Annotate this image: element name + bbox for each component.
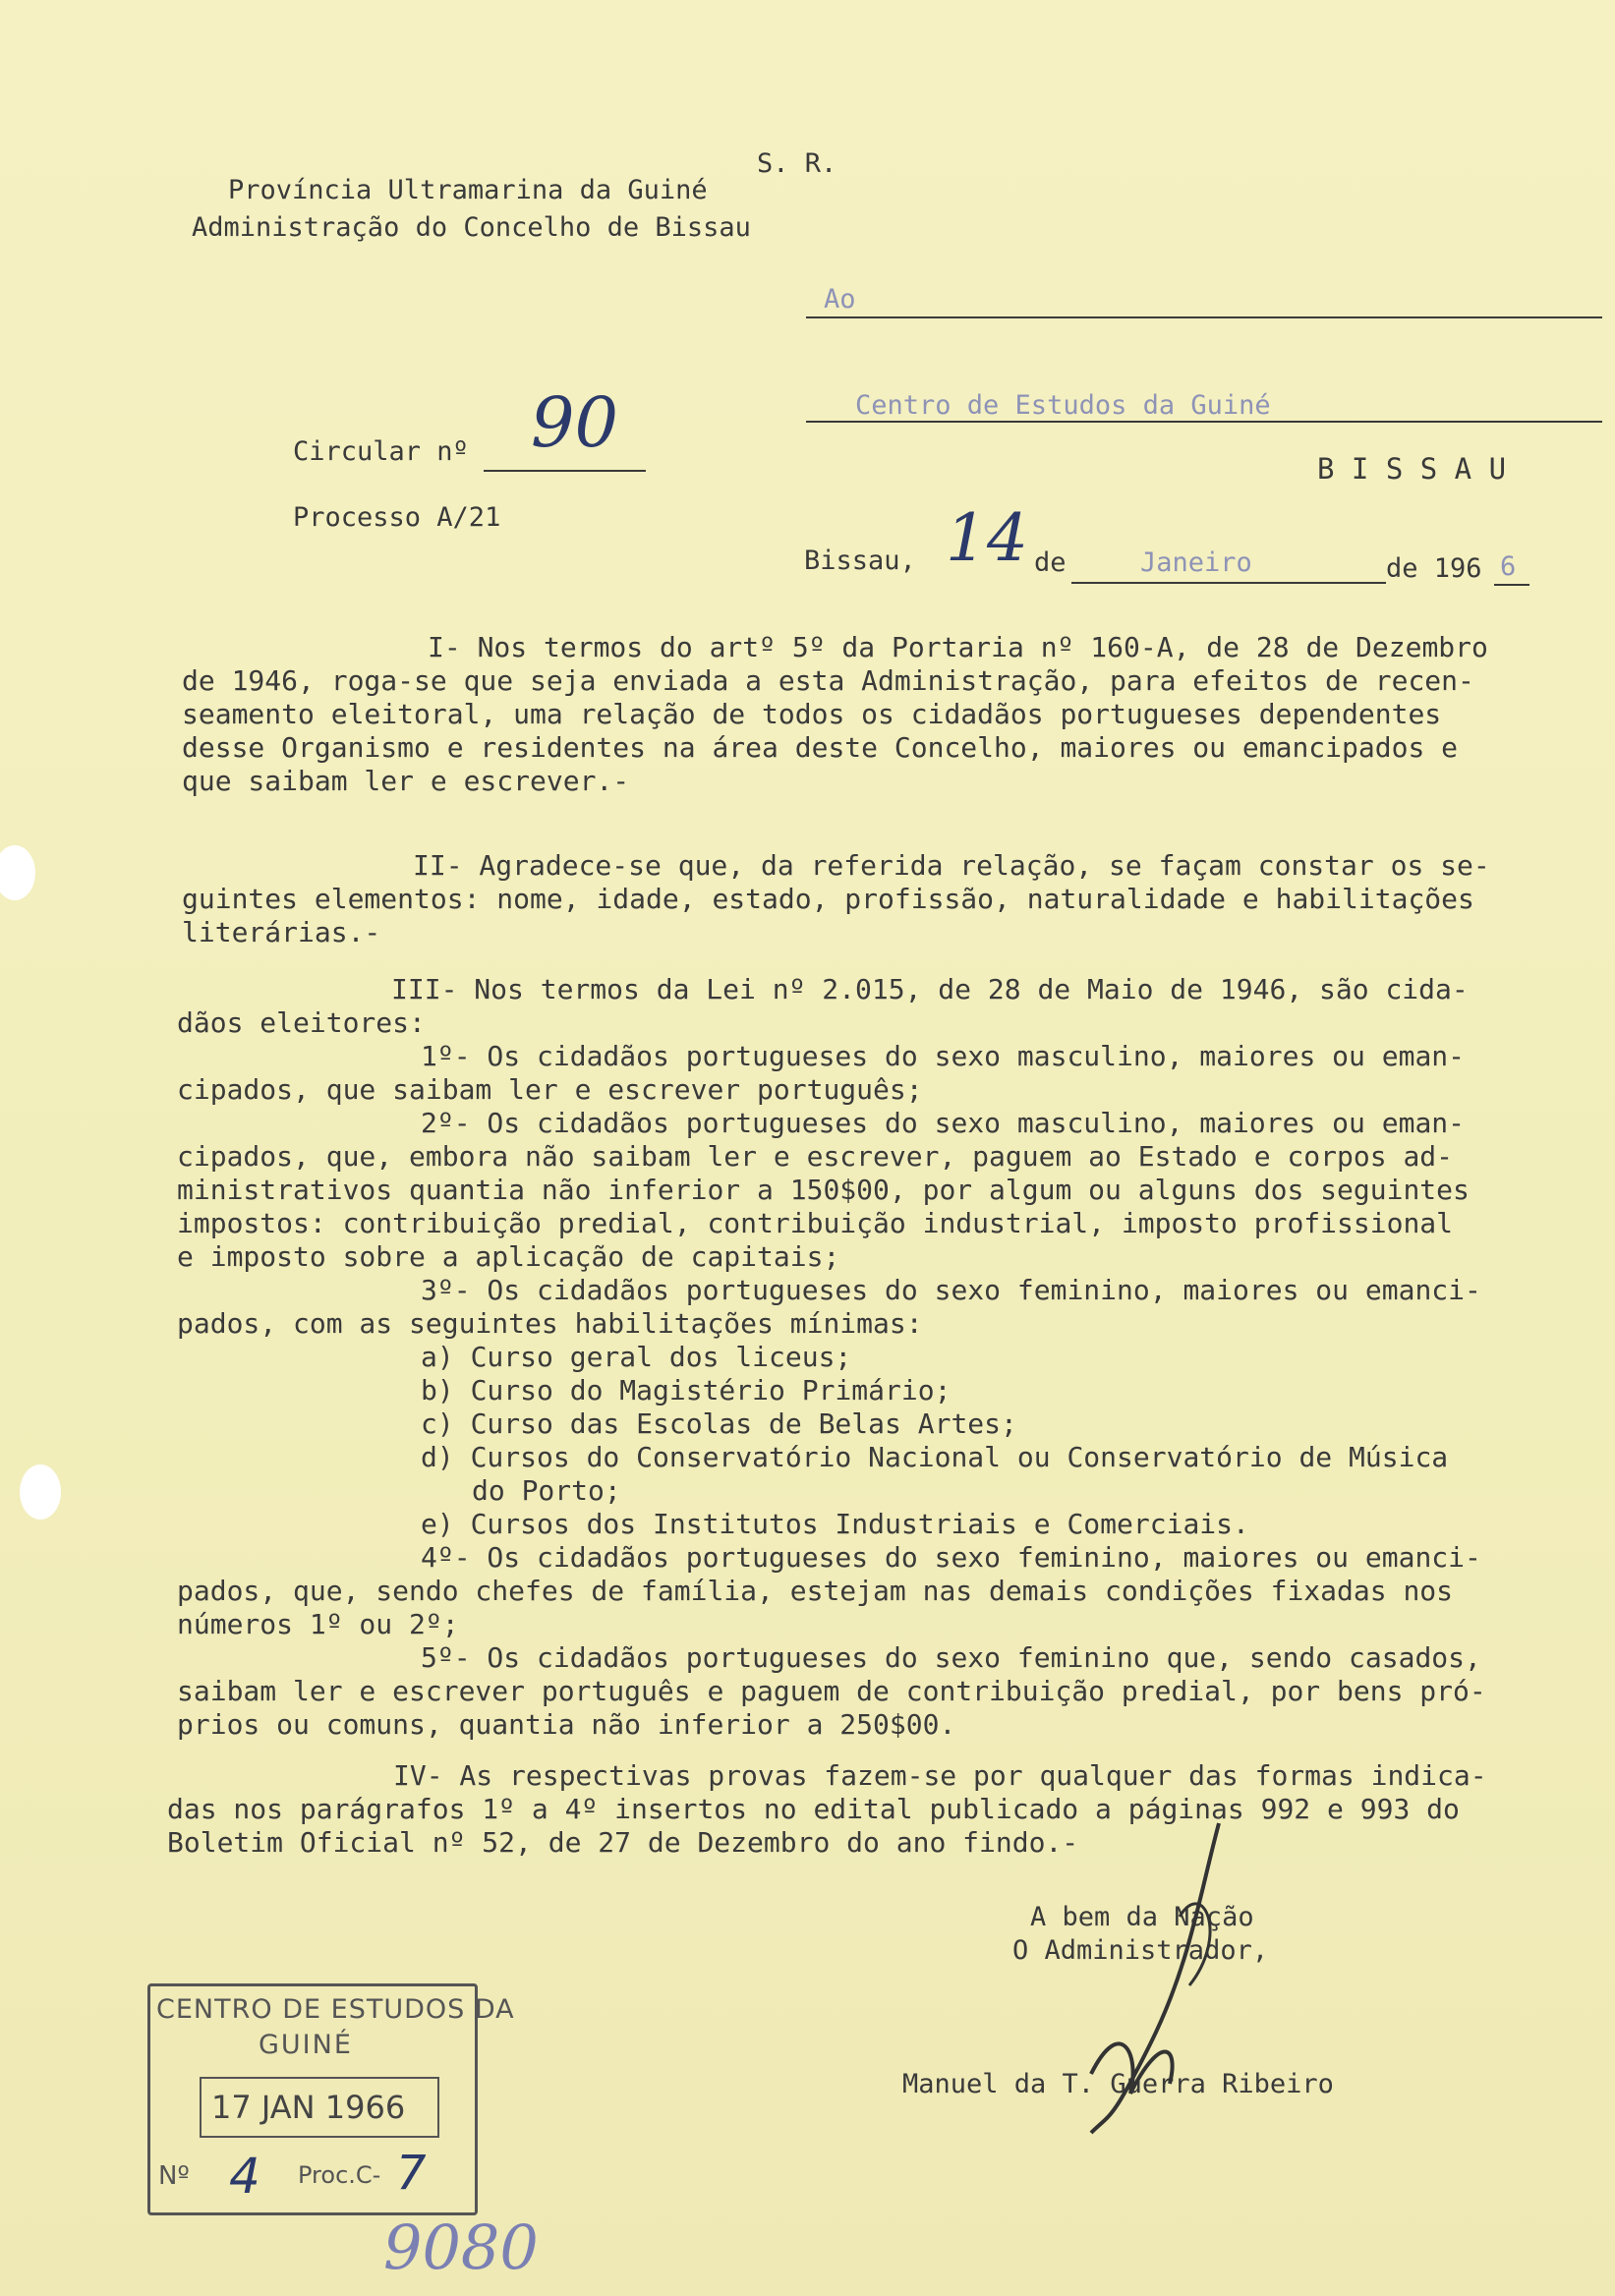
circular-number-line	[484, 470, 646, 472]
stamp-no-label: Nº	[158, 2161, 190, 2191]
p3-line: 1º- Os cidadãos portugueses do sexo masculino, maiores ou eman-	[421, 1040, 1466, 1072]
p1-line: desse Organismo e residentes na área deste Concelho, maiores ou emancipados e	[182, 731, 1459, 764]
p4-line: Boletim Oficial nº 52, de 27 de Dezembro do ano findo.-	[167, 1826, 1079, 1859]
p2-line: literárias.-	[182, 916, 381, 948]
address-line-2	[806, 421, 1602, 423]
circular-label: Circular nº	[293, 436, 469, 467]
date-month-line	[1071, 582, 1386, 584]
p3-list-item: a) Curso geral dos liceus;	[421, 1341, 852, 1373]
stamp-line-2: GUINÉ	[259, 2030, 353, 2060]
address-line-1	[806, 316, 1602, 318]
stamp-proc-label: Proc.C-	[298, 2161, 381, 2189]
date-de-year: de 196	[1386, 553, 1482, 584]
p3-line: pados, que, sendo chefes de família, estejam nas demais condições fixadas nos	[177, 1575, 1454, 1607]
date-de-1: de	[1034, 547, 1067, 578]
p3-line: números 1º ou 2º;	[177, 1608, 459, 1640]
date-year-line	[1494, 584, 1529, 586]
address-city: B I S S A U	[1317, 452, 1507, 486]
date-day: 14	[946, 500, 1028, 576]
p3-list-item: do Porto;	[472, 1474, 621, 1507]
stamp-line-1: CENTRO DE ESTUDOS DA	[156, 1994, 515, 2025]
p1-line: I- Nos termos do artº 5º da Portaria nº 160-A, de 28 de Dezembro	[428, 631, 1488, 663]
header-province: Província Ultramarina da Guiné	[228, 175, 708, 205]
stamp-no-value: 4	[229, 2148, 260, 2205]
p4-line: das nos parágrafos 1º a 4º insertos no edital publicado a páginas 992 e 993 do	[167, 1793, 1460, 1825]
p3-line: ministrativos quantia não inferior a 150$00, por algum ou alguns dos seguintes	[177, 1174, 1470, 1206]
p3-line: 4º- Os cidadãos portugueses do sexo feminino, maiores ou emanci-	[421, 1541, 1481, 1574]
paragraph-2	[182, 849, 1607, 949]
paragraph-1	[182, 631, 1607, 798]
paragraph-4	[167, 1759, 1592, 1860]
p3-line: e imposto sobre a aplicação de capitais;	[177, 1240, 840, 1273]
p1-line: seamento eleitoral, uma relação de todos os cidadãos portugueses dependentes	[182, 698, 1442, 730]
paragraph-3	[177, 973, 1602, 1742]
stamp-date-box	[200, 2077, 439, 2138]
stamp-proc-value: 7	[396, 2146, 427, 2201]
p4-line: IV- As respectivas provas fazem-se por qualquer das formas indica-	[393, 1759, 1487, 1792]
p3-line: cipados, que, embora não saibam ler e escrever, paguem ao Estado e corpos ad-	[177, 1140, 1454, 1173]
date-year-digit: 6	[1500, 551, 1517, 582]
p3-list-item: e) Cursos dos Institutos Industriais e Comerciais.	[421, 1508, 1249, 1540]
p3-list-item: c) Curso das Escolas de Belas Artes;	[421, 1407, 1017, 1440]
header-administration: Administração do Concelho de Bissau	[192, 212, 751, 243]
address-ao: Ao	[824, 284, 856, 315]
closing: A bem da Nação	[1030, 1902, 1254, 1932]
p3-line: prios ou comuns, quantia não inferior a 250$00.	[177, 1708, 956, 1741]
p3-list-item: d) Cursos do Conservatório Nacional ou Conservatório de Música	[421, 1441, 1449, 1473]
p3-line: saibam ler e escrever português e paguem de contribuição predial, por bens pró-	[177, 1675, 1486, 1707]
p3-line: 2º- Os cidadãos portugueses do sexo masculino, maiores ou eman-	[421, 1107, 1466, 1139]
p2-line: II- Agradece-se que, da referida relação, se façam constar os se-	[413, 849, 1490, 882]
date-place: Bissau,	[804, 545, 916, 576]
p1-line: que saibam ler e escrever.-	[182, 765, 630, 797]
stamp-date: 17 JAN 1966	[211, 2089, 406, 2126]
p3-list-item: b) Curso do Magistério Primário;	[421, 1374, 952, 1406]
p1-line: de 1946, roga-se que seja enviada a esta Administração, para efeitos de recen-	[182, 664, 1474, 697]
date-month: Janeiro	[1140, 547, 1252, 578]
p3-line: III- Nos termos da Lei nº 2.015, de 28 de Maio de 1946, são cida-	[391, 973, 1469, 1005]
punch-hole-bottom	[20, 1464, 61, 1520]
administrator-role: O Administrador,	[1012, 1935, 1269, 1966]
receipt-stamp	[147, 1983, 515, 2215]
p3-line: cipados, que saibam ler e escrever português;	[177, 1073, 923, 1106]
p2-line: guintes elementos: nome, idade, estado, profissão, naturalidade e habilitações	[182, 883, 1474, 915]
processo: Processo A/21	[293, 502, 501, 533]
administrator-name: Manuel da T. Guerra Ribeiro	[902, 2069, 1334, 2099]
header-sr: S. R.	[757, 148, 837, 179]
p3-line: pados, com as seguintes habilitações mínimas:	[177, 1307, 923, 1340]
circular-number: 90	[531, 382, 619, 463]
p3-line: 5º- Os cidadãos portugueses do sexo feminino que, sendo casados,	[421, 1641, 1481, 1674]
p3-line: dãos eleitores:	[177, 1006, 426, 1039]
handwritten-signature	[1032, 1818, 1258, 2152]
address-recipient: Centro de Estudos da Guiné	[855, 390, 1271, 421]
punch-hole-top	[0, 845, 35, 900]
p3-line: 3º- Os cidadãos portugueses do sexo feminino, maiores ou emanci-	[421, 1274, 1481, 1306]
handwritten-archive-number: 9080	[383, 2211, 539, 2283]
p3-line: impostos: contribuição predial, contribuição industrial, imposto profissional	[177, 1207, 1454, 1239]
